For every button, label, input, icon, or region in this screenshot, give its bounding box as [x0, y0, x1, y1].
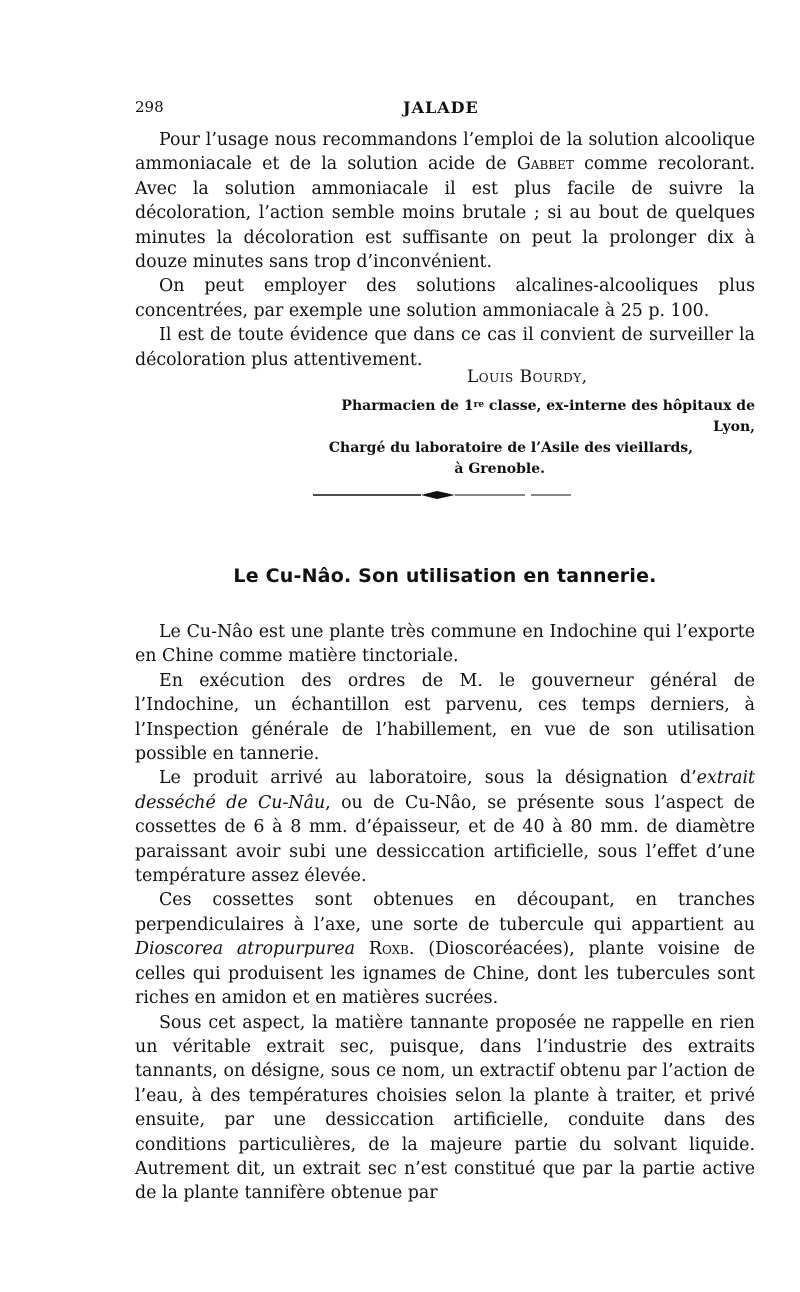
affiliation: [300, 396, 755, 480]
paragraph: [135, 888, 755, 1010]
text-run: Pharmacien de 1: [341, 398, 474, 414]
running-title: JALADE: [403, 98, 479, 117]
paragraph: Le Cu-Nâo est une plante très commune en Indochine qui l’exporte en Chine comme matière tinctoriale.: [135, 622, 755, 667]
author-abbrev: Roxb.: [368, 939, 415, 960]
paragraph: Il est de toute évidence que dans ce cas il convient de surveiller la décoloration plus attentivement.: [135, 325, 755, 370]
text-run: Ces cossettes sont obtenues en découpant, en tranches perpendiculaires à l’axe, une sorte de tubercule qui appartient au: [135, 890, 755, 935]
section-title: Le Cu-Nâo. Son utilisation en tannerie.: [233, 565, 657, 587]
signature: Louis Bourdy,: [467, 367, 588, 387]
text-run: Le produit arrivé au laboratoire, sous la désignation d’: [159, 768, 697, 789]
text-run: classe, ex-interne des hôpitaux de Lyon,: [484, 398, 755, 435]
paragraph: On peut employer des solutions alcalines-alcooliques plus concentrées, par exemple une solution ammoniacale à 25 p. 100.: [135, 276, 755, 321]
affiliation-line: Chargé du laboratoire de l’Asile des vieillards,: [328, 440, 693, 456]
superscript: re: [473, 400, 485, 410]
text-run: comme recolorant. Avec la solution ammoniacale il est plus facile de suivre la décoloration, l’action semble moins brutale ; si au bout de quelques minutes la décoloration est suffisante on peut la prolonger dix à douze minutes sans trop d’inconvénient.: [135, 154, 755, 273]
author-name-gabbet: Gabbet: [516, 154, 574, 175]
affiliation-line: [300, 396, 755, 438]
paragraph: En exécution des ordres de M. le gouverneur général de l’Indochine, un échantillon est parvenu, ces temps derniers, à l’Inspection générale de l’habillement, en vue de son utilisation possible en tannerie.: [135, 670, 755, 765]
paragraph: [135, 128, 755, 274]
running-head: [135, 98, 755, 122]
text-run: [355, 939, 369, 959]
species-name: Dioscorea atropurpurea: [135, 939, 356, 960]
section-separator: [313, 488, 573, 502]
text-run: Pour l’usage nous recommandons l’emploi de la solution alcoolique ammoniacale et de la solution acide de: [135, 130, 755, 175]
affiliation-line: à Grenoble.: [454, 461, 545, 477]
paragraph: Sous cet aspect, la matière tannante proposée ne rappelle en rien un véritable extrait sec, puisque, dans l’industrie des extraits tannants, on désigne, sous ce nom, un extractif obtenu par l’action de l’eau, à des températures choisies selon la plante à traiter, et privé ensuite, par une dessiccation artificielle, conduite dans des conditions particulières, de la majeure partie du solvant liquide. Autrement dit, un extrait sec n’est constitué que par la partie active de la plante tannifère obtenue par: [135, 1012, 755, 1204]
italic-term: extrait desséché de Cu-Nâu: [135, 768, 755, 813]
page-number: 298: [135, 98, 164, 116]
section1-text: [135, 128, 755, 372]
separator-ornament: [421, 491, 455, 499]
paragraph: [135, 766, 755, 888]
text-run: , ou de Cu-Nâo, se présente sous l’aspect de cossettes de 6 à 8 mm. d’épaisseur, et de 40 à 80 mm. de diamètre paraissant avoir subi une dessiccation artificielle, sous l’effet d’une température assez élevée.: [135, 792, 755, 887]
text-run: (Dioscoréacées), plante voisine de celles qui produisent les ignames de Chine, dont les tubercules sont riches en amidon et en matières sucrées.: [135, 939, 756, 1009]
section2-text: [135, 620, 755, 1206]
